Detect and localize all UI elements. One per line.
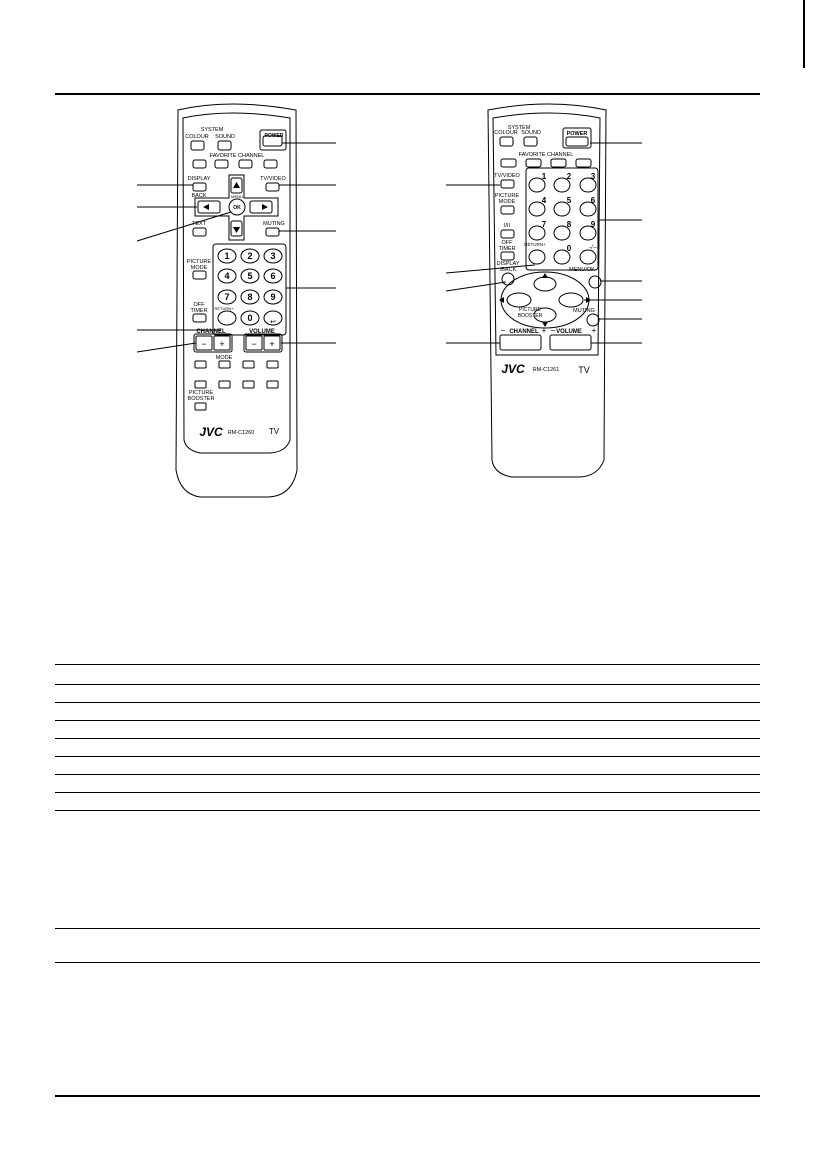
right-i-ii-label: I/II bbox=[503, 223, 511, 229]
left-menu-label: MENU bbox=[231, 194, 243, 199]
left-mode2-label: MODE bbox=[215, 355, 233, 361]
left-digit-8: 8 bbox=[247, 292, 253, 302]
left-vol-minus: − bbox=[251, 339, 257, 349]
left-timer-label: TIMER bbox=[190, 308, 208, 314]
left-picture-label: PICTURE bbox=[186, 259, 212, 265]
table-bottom-rule bbox=[55, 962, 760, 963]
table-row-rule bbox=[55, 702, 760, 703]
left-muting-label: MUTING bbox=[263, 221, 285, 227]
left-booster1-label: PICTURE bbox=[188, 390, 214, 396]
right-channel-label: CHANNEL bbox=[509, 329, 539, 335]
left-sound-label: SOUND bbox=[215, 134, 235, 140]
right-picture-label: PICTURE bbox=[494, 193, 520, 199]
right-ch-plus: + bbox=[541, 326, 547, 335]
right-favorite-label: FAVORITE CHANNEL bbox=[518, 152, 574, 158]
left-favorite-label: FAVORITE CHANNEL bbox=[209, 153, 265, 159]
right-volume-label: VOLUME bbox=[556, 329, 582, 335]
right-colour-label: COLOUR bbox=[494, 130, 518, 136]
left-colour-label: COLOUR bbox=[185, 134, 209, 140]
left-back-label: BACK bbox=[191, 193, 207, 199]
right-dpad-ring bbox=[501, 272, 589, 328]
left-text-label: TEXT bbox=[191, 221, 207, 227]
right-tvvideo-label: TV/VIDEO bbox=[494, 173, 520, 179]
table-row-rule bbox=[55, 720, 760, 721]
right-power-label: POWER bbox=[566, 131, 588, 137]
left-power-label: POWER bbox=[264, 133, 284, 139]
left-vol-plus: + bbox=[269, 339, 275, 349]
left-digit-5: 5 bbox=[247, 271, 253, 281]
right-back-label: /BACK bbox=[499, 267, 517, 273]
right-digit-9: 9 bbox=[590, 220, 596, 229]
right-booster1-label: PICTURE bbox=[519, 307, 541, 313]
left-off-label: OFF bbox=[193, 302, 205, 308]
left-ch-minus: − bbox=[201, 339, 207, 349]
left-booster2-label: BOOSTER bbox=[187, 396, 215, 402]
right-ch-minus: − bbox=[500, 326, 506, 335]
left-right-button[interactable] bbox=[250, 201, 272, 213]
right-mode-label: MODE bbox=[498, 199, 516, 205]
left-tvvideo-label: TV/VIDEO bbox=[260, 176, 286, 182]
right-return-label: RETURN+ bbox=[524, 242, 546, 247]
left-model-label: RM-C1260 bbox=[227, 430, 255, 436]
right-right-button[interactable] bbox=[559, 293, 583, 307]
right-digit-5: 5 bbox=[566, 196, 572, 205]
right-vol-minus: − bbox=[550, 326, 556, 335]
left-digit-9: 9 bbox=[270, 292, 276, 302]
right-digit-0: 0 bbox=[566, 244, 572, 253]
right-muting-label: MUTING bbox=[573, 308, 595, 314]
left-display-label: DISPLAY bbox=[187, 176, 211, 182]
right-digit-7: 7 bbox=[541, 220, 547, 229]
left-system-label: SYSTEM bbox=[200, 127, 224, 133]
right-model-label: RM-C1261 bbox=[532, 367, 560, 373]
right-digit-2: 2 bbox=[566, 172, 572, 181]
left-channel-label: CHANNEL bbox=[196, 329, 226, 335]
right-vol-plus: + bbox=[591, 326, 597, 335]
table-row-rule bbox=[55, 928, 760, 929]
table-row-rule bbox=[55, 792, 760, 793]
left-ch-plus: + bbox=[219, 339, 225, 349]
table-row-rule bbox=[55, 738, 760, 739]
right-up-button[interactable] bbox=[534, 277, 556, 291]
right-tv-label: TV bbox=[578, 365, 590, 375]
right-display-label: DISPLAY bbox=[496, 261, 520, 267]
table-top-rule bbox=[55, 664, 760, 665]
table-row-rule bbox=[55, 810, 760, 811]
left-return-symbol: ↩ bbox=[270, 319, 276, 326]
right-left-button[interactable] bbox=[507, 293, 531, 307]
table-row-rule bbox=[55, 756, 760, 757]
right-digit-4: 4 bbox=[541, 196, 547, 205]
right-menuok-label: MENU/OK bbox=[569, 267, 595, 273]
right-power-button[interactable] bbox=[566, 137, 588, 146]
right-brand-logo: JVC bbox=[501, 362, 525, 376]
right-numpad-frame bbox=[526, 168, 598, 270]
remote-right-faceplate bbox=[493, 113, 600, 355]
left-ok-label: OK bbox=[233, 205, 241, 211]
left-return-label: RETURN+ bbox=[214, 306, 234, 311]
bottom-rule bbox=[55, 1095, 760, 1097]
left-digit-7: 7 bbox=[224, 292, 230, 302]
right-digit-1: 1 bbox=[541, 172, 547, 181]
right-digit-3: 3 bbox=[590, 172, 596, 181]
remote-left-illustration bbox=[0, 0, 816, 520]
left-volume-label: VOLUME bbox=[249, 329, 275, 335]
left-digit-1: 1 bbox=[224, 251, 230, 261]
left-digit-2: 2 bbox=[247, 251, 253, 261]
right-sound-label: SOUND bbox=[521, 130, 541, 136]
left-brand-logo: JVC bbox=[199, 425, 223, 439]
left-digit-3: 3 bbox=[270, 251, 276, 261]
remote-left-body bbox=[176, 104, 297, 497]
table-row-rule bbox=[55, 684, 760, 685]
right-dash-label: -/-- bbox=[589, 245, 597, 251]
left-digit-4: 4 bbox=[224, 271, 230, 281]
left-mode-label: MODE bbox=[190, 265, 208, 271]
right-digit-6: 6 bbox=[590, 196, 596, 205]
right-off-label: OFF bbox=[501, 240, 513, 246]
right-booster2-label: BOOSTER bbox=[517, 313, 543, 319]
table-row-rule bbox=[55, 774, 760, 775]
right-timer-label: TIMER bbox=[498, 246, 516, 252]
right-system-label: SYSTEM bbox=[507, 125, 531, 131]
left-tv-label: TV bbox=[268, 427, 280, 436]
left-digit-0: 0 bbox=[247, 313, 253, 323]
left-digit-6: 6 bbox=[270, 271, 276, 281]
right-digit-8: 8 bbox=[566, 220, 572, 229]
